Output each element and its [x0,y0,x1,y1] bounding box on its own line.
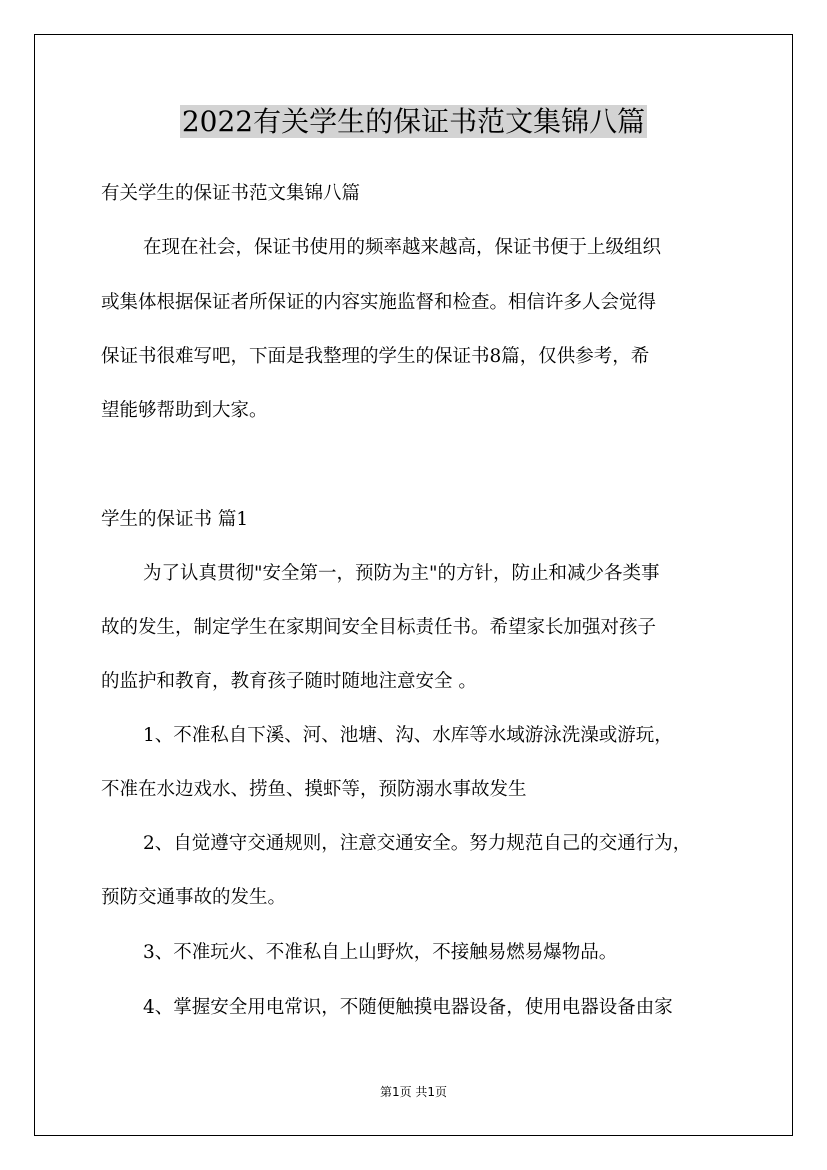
paragraph-line: 为了认真贯彻"安全第一，预防为主"的方针，防止和减少各类事 [143,563,660,584]
list-item-line: 不准在水边戏水、捞鱼、摸虾等，预防溺水事故发生 [101,779,527,800]
paragraph-line: 望能够帮助到大家。 [101,400,268,421]
list-item-line: 1、不准私自下溪、河、池塘、沟、水库等水域游泳洗澡或游玩， [143,725,673,746]
paragraph-line: 保证书很难写吧，下面是我整理的学生的保证书8篇，仅供参考，希 [101,346,650,367]
page-footer: 第1页 共1页 [379,1085,448,1099]
intro-heading: 有关学生的保证书范文集锦八篇 [101,183,361,204]
document-title [0,96,827,148]
list-item-line: 2、自觉遵守交通规则，注意交通安全。努力规范自己的交通行为， [143,833,692,854]
document-title-text: 2022有关学生的保证书范文集锦八篇 [181,105,646,138]
paragraph-line: 或集体根据保证者所保证的内容实施监督和检查。相信许多人会觉得 [101,292,657,313]
list-item-line: 预防交通事故的发生。 [101,887,287,908]
list-item-line: 4、掌握安全用电常识，不随便触摸电器设备，使用电器设备由家 [143,997,673,1018]
paragraph-line: 故的发生，制定学生在家期间安全目标责任书。希望家长加强对孩子 [101,617,657,638]
paragraph-line: 在现在社会，保证书使用的频率越来越高，保证书便于上级组织 [143,237,662,258]
list-item-line: 3、不准玩火、不准私自上山野炊，不接触易燃易爆物品。 [143,942,618,963]
section-heading: 学生的保证书 篇1 [101,509,249,530]
paragraph-line: 的监护和教育，教育孩子随时随地注意安全 。 [101,671,477,692]
